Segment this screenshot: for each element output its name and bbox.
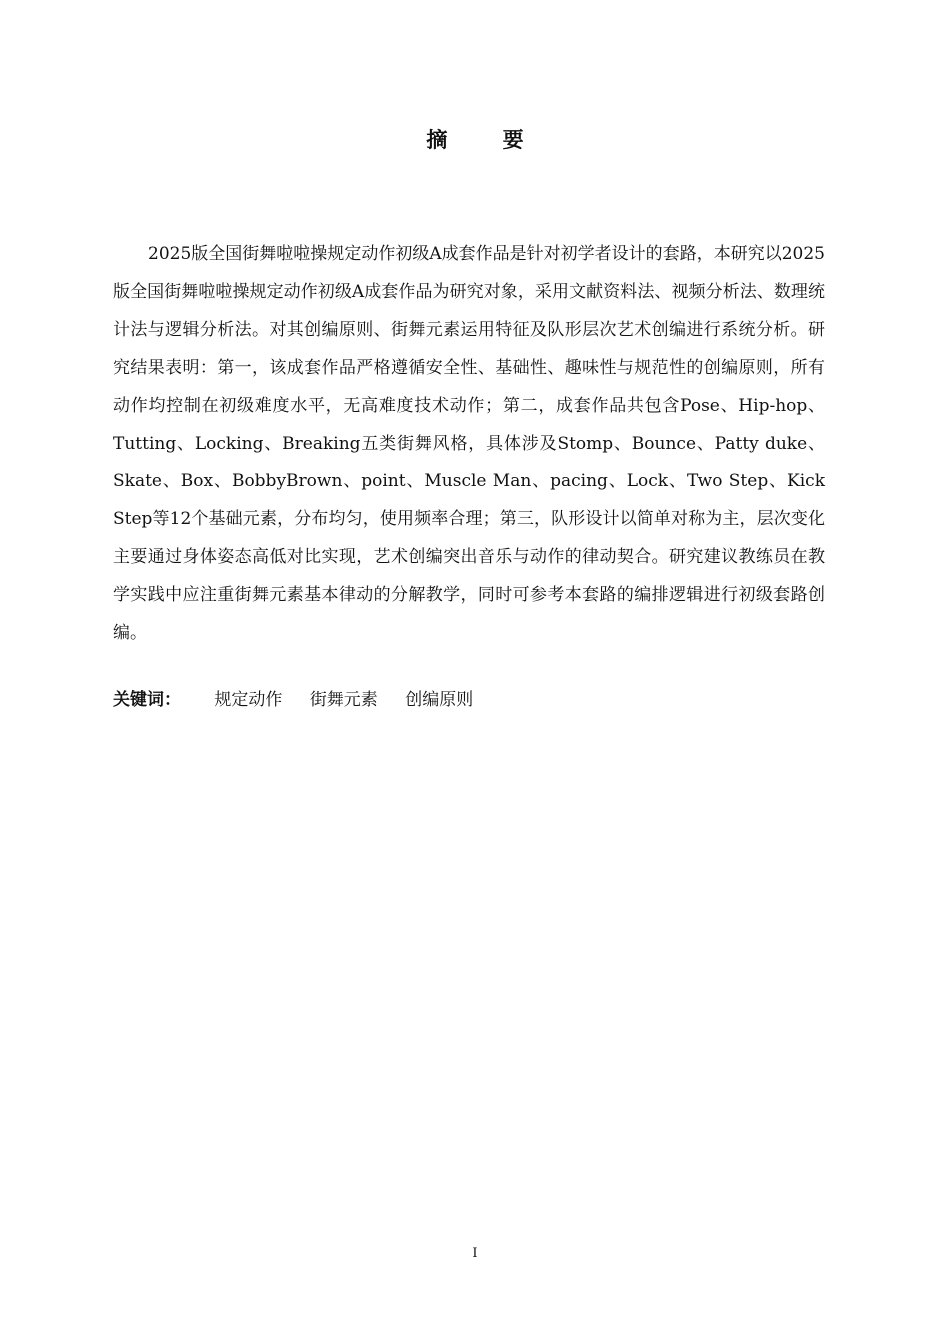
page-title: 摘 要 <box>426 128 548 152</box>
keywords-line <box>113 686 825 714</box>
keywords-label: 关键词： <box>113 690 181 710</box>
keyword-item: 街舞元素 <box>309 690 378 710</box>
abstract-paragraph: 2025版全国街舞啦啦操规定动作初级A成套作品是针对初学者设计的套路，本研究以2025版全国街舞啦啦操规定动作初级A成套作品为研究对象，采用文献资料法、视频分析法、数理统计法与逻辑分析法。对其创编原则、街舞元素运用特征及队形层次艺术创编进行系统分析。研究结果表明：第一，该成套作品严格遵循安全性、基础性、趣味性与规范性的创编原则，所有动作均控制在初级难度水平，无高难度技术动作；第二，成套作品共包含Pose、Hip-hop、Tutting、Locking、Breaking五类街舞风格，具体涉及Stomp、Bounce、Patty duke、Skate、Box、BobbyBrown、point、Muscle Man、pacing、Lock、Two Step、Kick Step等12个基础元素，分布均匀，使用频率合理；第三，队形设计以简单对称为主，层次变化主要通过身体姿态高低对比实现，艺术创编突出音乐与动作的律动契合。研究建议教练员在教学实践中应注重街舞元素基本律动的分解教学，同时可参考本套路的编排逻辑进行初级套路创编。 <box>113 244 825 644</box>
keyword-item: 创编原则 <box>405 690 474 710</box>
page-number: I <box>472 1246 478 1261</box>
keyword-item: 规定动作 <box>214 690 283 710</box>
